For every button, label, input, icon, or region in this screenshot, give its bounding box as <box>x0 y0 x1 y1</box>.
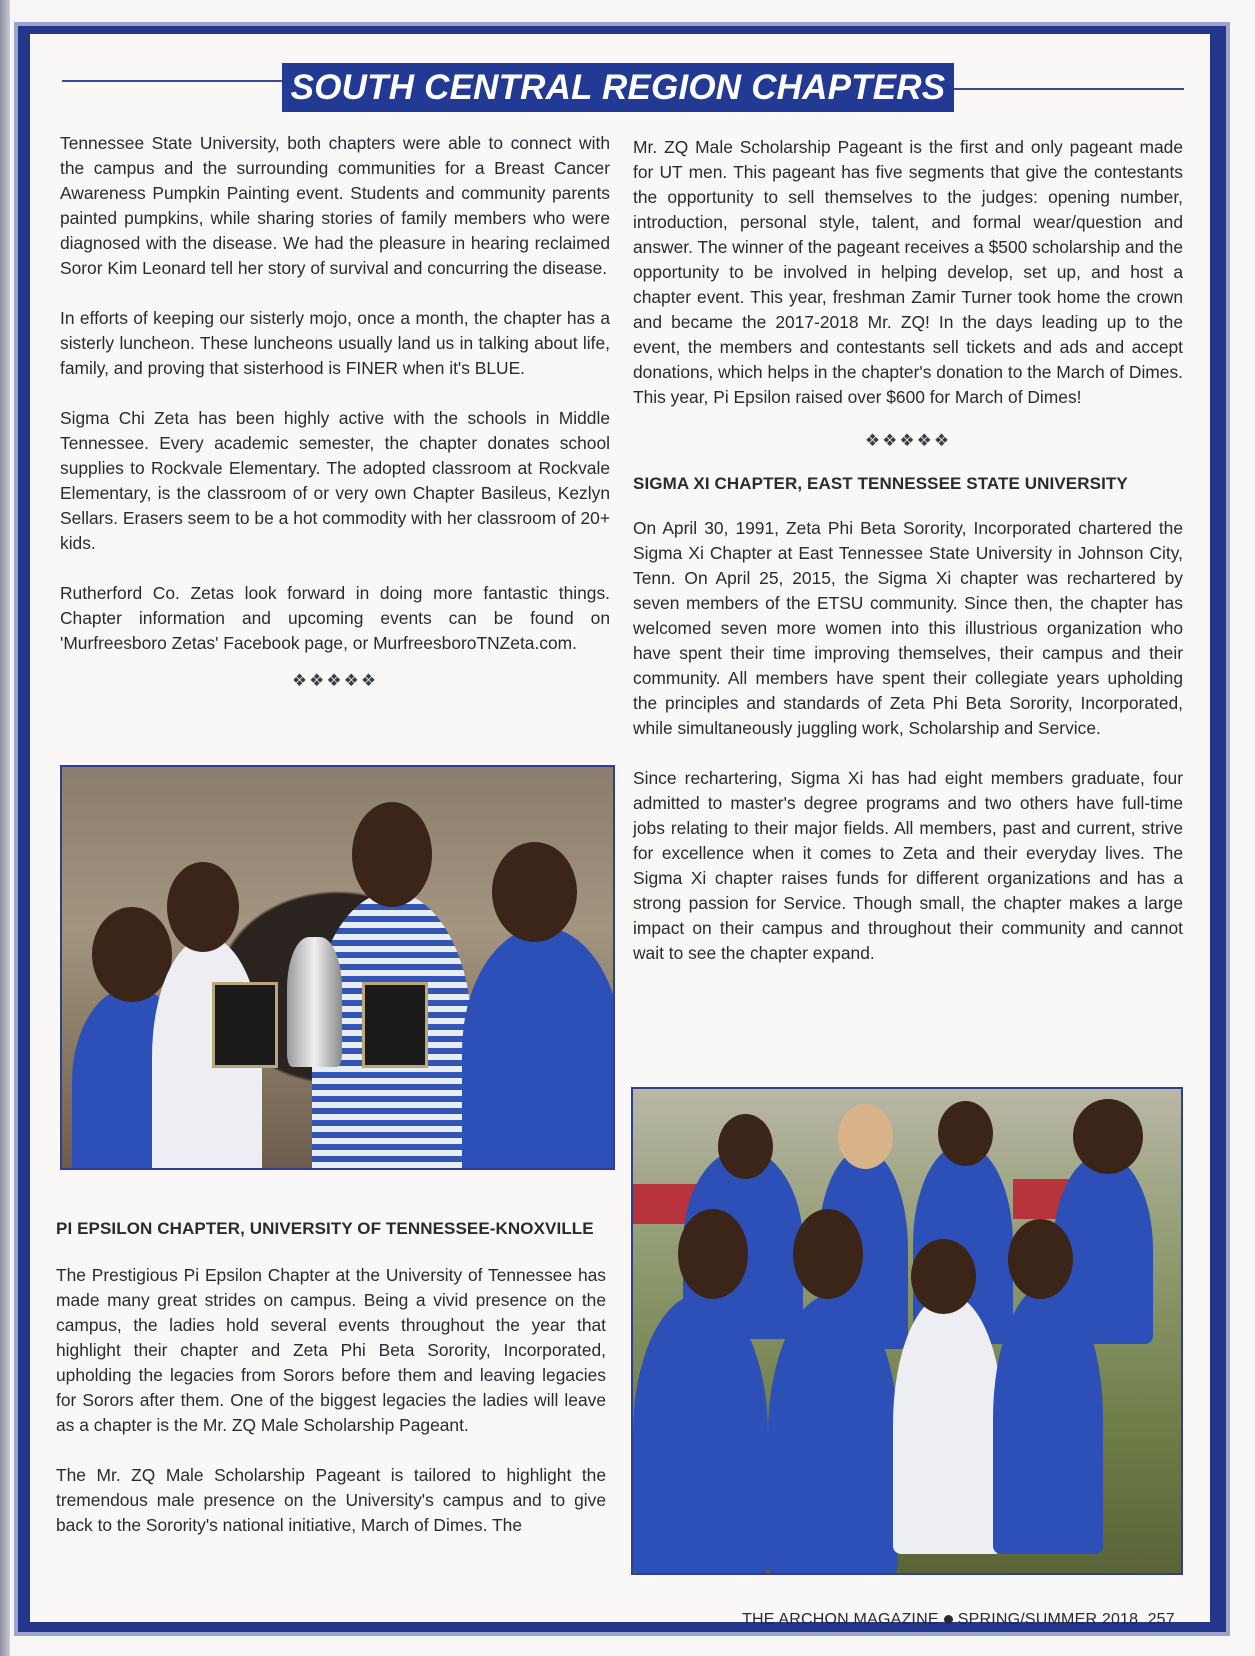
photo-figure-head <box>793 1209 863 1299</box>
magazine-name: THE ARCHON MAGAZINE <box>742 1611 939 1628</box>
photo-figure-head <box>167 862 239 952</box>
issue-label: SPRING/SUMMER 2018 <box>957 1611 1139 1628</box>
photo-figure-head <box>718 1114 773 1179</box>
article-paragraph: The Mr. ZQ Male Scholarship Pageant is tailored to highlight the tremendous male presence on the University's campus and to give back to the Sorority's national initiative, March of Dimes. The <box>56 1465 606 1535</box>
photo-figure <box>893 1294 1003 1554</box>
scan-edge <box>0 0 10 1656</box>
section-title: SOUTH CENTRAL REGION CHAPTERS <box>290 67 946 107</box>
award-plaque <box>362 982 428 1068</box>
article-paragraph: The Prestigious Pi Epsilon Chapter at the University of Tennessee has made many great strides on campus. Being a vivid presence on the campus, the ladies hold several events throughout the year that highlight their chapter and Zeta Phi Beta Sorority, Incorporated, upholding the legacies from Sorors before them and leaving legacies for Sorors after them. One of the biggest legacies the ladies will leave as a chapter is the Mr. ZQ Male Scholarship Pageant. <box>56 1265 606 1435</box>
chapter-heading: SIGMA XI CHAPTER, EAST TENNESSEE STATE UNIVERSITY <box>633 474 1128 493</box>
title-rule-left <box>62 80 282 82</box>
photo-figure-head <box>1073 1099 1143 1174</box>
photo-figure-head <box>938 1101 993 1166</box>
photo-figure <box>462 927 615 1170</box>
article-paragraph: Tennessee State University, both chapters were able to connect with the campus and the surrounding communities for a Breast Cancer Awareness Pumpkin Painting event. Students and community parents painted pumpkins, while sharing stories of family members who were diagnosed with the disease. We had the pleasure in hearing reclaimed Soror Kim Leonard tell her story of survival and concurring the disease. <box>60 133 610 278</box>
chapter-heading: PI EPSILON CHAPTER, UNIVERSITY OF TENNESSEE-KNOXVILLE <box>56 1219 594 1238</box>
photo-figure-head <box>838 1104 893 1169</box>
page-number: 257 <box>1147 1611 1175 1628</box>
article-paragraph: On April 30, 1991, Zeta Phi Beta Sorority, Incorporated chartered the Sigma Xi Chapter at East Tennessee State University in Johnson City, Tenn. On April 25, 2015, the Sigma Xi chapter was rechartered by seven members of the ETSU community. Since then, the chapter has welcomed seven more women into this illustrious organization who have spent their time improving themselves, their campus and their community. All members have spent their collegiate years upholding the principles and standards of Zeta Phi Beta Sorority, Incorporated, while simultaneously juggling work, Scholarship and Service. <box>633 518 1183 738</box>
left-column-top <box>60 131 610 693</box>
photo-figure-head <box>678 1209 748 1299</box>
page-footer <box>742 1611 1175 1629</box>
article-paragraph: In efforts of keeping our sisterly mojo, once a month, the chapter has a sisterly luncheon. These luncheons usually land us in talking about life, family, and proving that sisterhood is FINER when it's BLUE. <box>60 308 610 378</box>
article-paragraph: Rutherford Co. Zetas look forward in doing more fantastic things. Chapter information and upcoming events can be found on 'Murfreesboro Zetas' Facebook page, or MurfreesboroTNZeta.com. <box>60 583 610 653</box>
title-rule-right <box>952 88 1184 90</box>
section-divider-ornament: ❖❖❖❖❖ <box>864 431 952 450</box>
right-column <box>633 135 1183 966</box>
footer-bullet <box>944 1615 953 1624</box>
photo-figure-head <box>492 842 577 942</box>
sigma-xi-group-photo <box>631 1087 1183 1575</box>
photo-figure-head <box>92 907 172 1002</box>
photo-figure-head <box>1008 1219 1073 1299</box>
article-paragraph: Since rechartering, Sigma Xi has had eight members graduate, four admitted to master's degree programs and two others have full-time jobs relating to their major fields. All members, past and current, strive for excellence when it comes to Zeta and their everyday lives. The Sigma Xi chapter raises funds for different organizations and has a strong passion for Service. Though small, the chapter makes a large impact on their campus and throughout their community and cannot wait to see the chapter expand. <box>633 768 1183 963</box>
article-paragraph: Sigma Chi Zeta has been highly active with the schools in Middle Tennessee. Every academic semester, the chapter donates school supplies to Rockvale Elementary. The adopted classroom at Rockvale Elementary, is the classroom of or very own Chapter Basileus, Kezlyn Sellars. Erasers seem to be a hot commodity with her classroom of 20+ kids. <box>60 408 610 553</box>
section-title-banner <box>282 63 954 112</box>
photo-figure <box>993 1284 1103 1554</box>
chapter-awards-photo <box>60 765 615 1170</box>
photo-figure-head <box>911 1239 976 1314</box>
article-paragraph: Mr. ZQ Male Scholarship Pageant is the first and only pageant made for UT men. This pageant has five segments that give the contestants the opportunity to sell themselves to the judges: opening number, introduction, personal style, talent, and formal wear/question and answer. The winner of the pageant receives a $500 scholarship and the opportunity to be involved in helping develop, set up, and host a chapter event. This year, freshman Zamir Turner took home the crown and became the 2017-2018 Mr. ZQ! In the days leading up to the event, the members and contestants sell tickets and ads and accept donations, which helps in the chapter's donation to the March of Dimes. This year, Pi Epsilon raised over $600 for March of Dimes! <box>633 137 1183 407</box>
award-plaque <box>212 982 278 1068</box>
photo-figure <box>633 1294 768 1574</box>
photo-figure <box>768 1294 898 1574</box>
left-column-bottom <box>56 1216 606 1538</box>
photo-figure-head <box>352 802 432 907</box>
section-divider-ornament: ❖❖❖❖❖ <box>291 671 379 690</box>
trophy-cup <box>287 937 342 1067</box>
